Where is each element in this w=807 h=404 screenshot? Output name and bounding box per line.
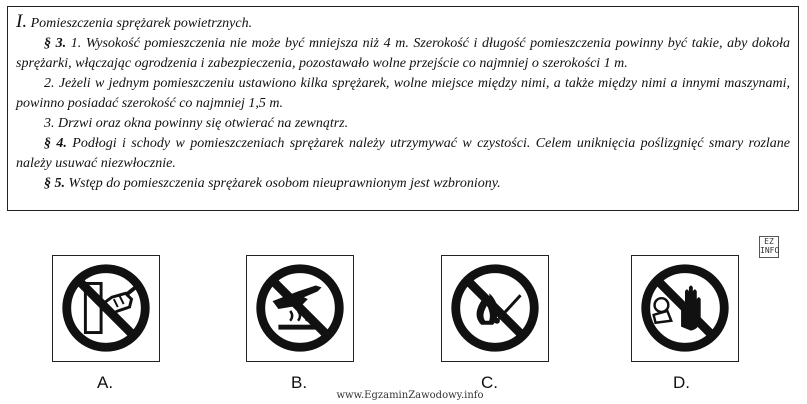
no-touching-hot-surface-icon [247,256,353,361]
heading-number: I. [16,11,28,32]
option-a-sign[interactable] [52,255,160,362]
section-3-paragraph-3: 3. Drzwi oraz okna powinny się otwierać na zewnątrz. [44,116,349,131]
section-3-mark: § 3. [44,36,67,51]
option-d-sign[interactable] [631,255,739,362]
option-b-label[interactable]: B. [291,373,308,392]
section-4-mark: § 4. [44,136,67,151]
stamp-line-2: INFO [760,246,780,255]
section-4-text: Podłogi i schody w pomieszczeniach sprężarek należy utrzymywać w czystości. Celem uniknięcia poślizgnięć smary rozlane należy usuwać niezwłocznie. [16,136,791,171]
section-5-paragraph [16,174,790,194]
stamp-line-1: EZ [764,237,774,246]
no-entry-unauthorized-icon [632,256,738,361]
option-a-label[interactable]: A. [97,373,114,392]
heading-text: Pomieszczenia sprężarek powietrznych. [30,16,253,31]
section-3-text-1: 1. Wysokość pomieszczenia nie może być mniejsza niż 4 m. Szerokość i długość pomieszczenia powinny być takie, aby dokoła sprężarki, włączając ogrodzenia i zabezpieczenia, pozostawało wolne przejście co najmniej o szerokości 1 m. [16,36,791,71]
regulation-text-box [7,6,799,211]
section-5-text: Wstęp do pomieszczenia sprężarek osobom nieuprawnionym jest wzbroniony. [68,176,501,191]
watermark: www.EgzaminZawodowy.info [336,390,484,401]
regulation-heading [16,12,790,34]
ez-info-stamp [759,236,779,258]
section-3-paragraph-2: 2. Jeżeli w jednym pomieszczeniu ustawiono kilka sprężarek, wolne miejsce między nimi, a także między nimi a innymi maszynami, powinno posiadać szerokość co najmniej 1,5 m. [16,76,790,111]
option-b-sign[interactable] [246,255,354,362]
option-c-sign[interactable] [441,255,549,362]
option-d-label[interactable]: D. [673,373,690,392]
section-5-mark: § 5. [44,176,65,191]
section-4-paragraph [16,134,790,174]
option-c-label[interactable]: C. [481,373,498,392]
section-3-paragraph-1 [16,34,790,74]
no-pushing-icon [53,256,159,361]
no-open-flame-icon [442,256,548,361]
